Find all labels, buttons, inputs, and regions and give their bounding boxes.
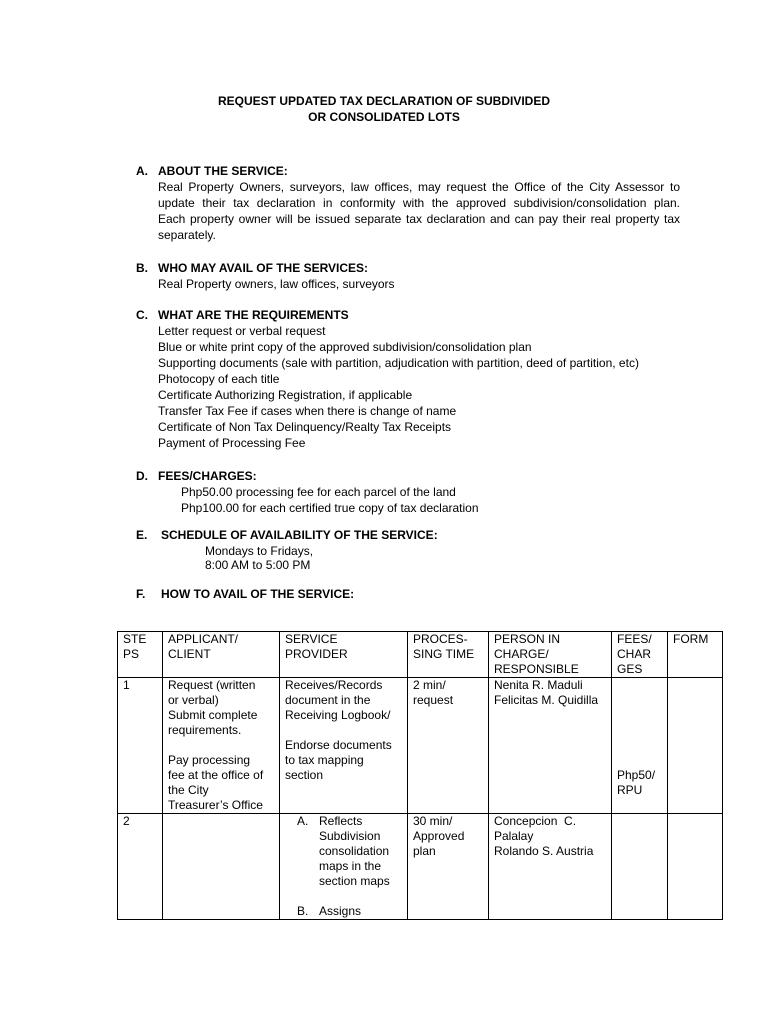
list-item: Supporting documents (sale with partition, adjudication with partition, deed of partition, etc) (158, 356, 639, 370)
body-line: Real Property owners, law offices, surveyors (158, 277, 395, 291)
header-applicant: APPLICANT/ CLIENT (163, 632, 280, 678)
list-item: Payment of Processing Fee (158, 436, 306, 450)
list-item: Certificate of Non Tax Delinquency/Realty Tax Receipts (158, 420, 452, 434)
section-letter: E. (136, 528, 148, 542)
list-item: Blue or white print copy of the approved subdivision/consolidation plan (158, 340, 532, 354)
header-service-provider: SERVICE PROVIDER (280, 632, 408, 678)
section-letter: D. (136, 469, 148, 483)
requirements-list (158, 323, 639, 451)
fees-cell: Php50/ RPU (612, 678, 668, 814)
applicant-cell (163, 814, 280, 920)
section-heading: WHO MAY AVAIL OF THE SERVICES: (158, 261, 369, 275)
body-line: Real Property Owners, surveyors, law offices, may request the Office of the City Assessor to (158, 180, 680, 194)
header-person-in-charge: PERSON IN CHARGE/ RESPONSIBLE (489, 632, 612, 678)
provider-sub-item: A. Reflects Subdivision consolidation maps in the section maps (297, 814, 390, 888)
section-heading: WHAT ARE THE REQUIREMENTS (158, 308, 349, 322)
fees-cell (612, 814, 668, 920)
list-item: Transfer Tax Fee if cases when there is change of name (158, 404, 457, 418)
person-cell: Concepcion C. Palalay Rolando S. Austria (489, 814, 612, 920)
provider-cell (280, 814, 408, 920)
section-heading: FEES/CHARGES: (158, 469, 257, 483)
header-form: FORM (668, 632, 723, 678)
body-line: Each property owner will be issued separate tax declaration and can pay their real property tax (158, 212, 680, 226)
section-heading: ABOUT THE SERVICE: (158, 164, 288, 178)
provider-sub-item: B. Assigns (297, 904, 362, 918)
table-row (118, 814, 723, 920)
body-line: separately. (158, 228, 216, 242)
table-row (118, 678, 723, 814)
schedule-line: 8:00 AM to 5:00 PM (205, 558, 311, 572)
processing-time-cell: 2 min/ request (408, 678, 489, 814)
section-heading: HOW TO AVAIL OF THE SERVICE: (161, 587, 355, 601)
title-line-1: REQUEST UPDATED TAX DECLARATION OF SUBDIVIDED (217, 94, 550, 108)
header-fees: FEES/ CHAR GES (612, 632, 668, 678)
header-steps: STE PS (118, 632, 163, 678)
section-letter: C. (136, 308, 148, 322)
person-cell: Nenita R. Maduli Felicitas M. Quidilla (489, 678, 612, 814)
list-item: Photocopy of each title (158, 372, 280, 386)
section-letter: F. (136, 587, 146, 601)
applicant-cell: Request (written or verbal) Submit complete requirements. Pay processing fee at the office of the City Treasurer’s Office (163, 678, 280, 814)
processing-time-cell: 30 min/ Approved plan (408, 814, 489, 920)
table-header-row (118, 632, 723, 678)
body-line: update their tax declaration in conformity with the approved subdivision/consolidation plan. (158, 196, 680, 210)
schedule-line: Mondays to Fridays, (205, 544, 314, 558)
list-item: Letter request or verbal request (158, 324, 326, 338)
section-letter: A. (136, 164, 148, 178)
title-line-2: OR CONSOLIDATED LOTS (308, 110, 460, 124)
form-cell (668, 814, 723, 920)
list-item: Certificate Authorizing Registration, if applicable (158, 388, 413, 402)
section-letter: B. (136, 261, 148, 275)
fee-line: Php100.00 for each certified true copy of tax declaration (181, 501, 479, 515)
fee-line: Php50.00 processing fee for each parcel of the land (181, 485, 456, 499)
form-cell (668, 678, 723, 814)
step-number: 1 (118, 678, 163, 814)
provider-cell: Receives/Records document in the Receiving Logbook/ Endorse documents to tax mapping section (280, 678, 408, 814)
section-heading: SCHEDULE OF AVAILABILITY OF THE SERVICE: (161, 528, 438, 542)
step-number: 2 (118, 814, 163, 920)
header-processing-time: PROCES- SING TIME (408, 632, 489, 678)
service-steps-table (117, 631, 723, 920)
document-title (0, 93, 768, 125)
section-body (158, 179, 680, 243)
